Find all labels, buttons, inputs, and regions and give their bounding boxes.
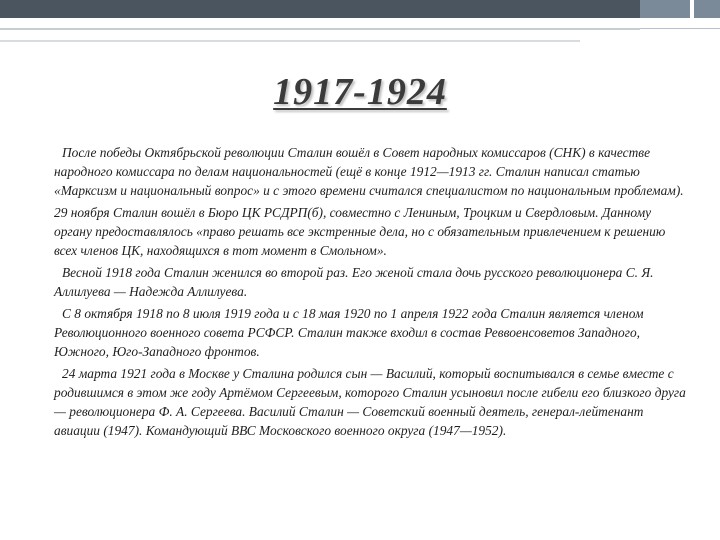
paragraph-4: С 8 октября 1918 по 8 июля 1919 года и с 18 мая 1920 по 1 апреля 1922 года Сталин является членом Революционного военного совета РСФСР. Сталин также входил в состав Реввоенсоветов Западного, Южного, Юго-Западного фронтов. [54,306,644,359]
decorative-line-short [0,40,580,42]
header-band-gap [690,0,694,18]
header-band-slate [640,0,720,18]
slide-body [54,143,690,443]
paragraph-3: Весной 1918 года Сталин женился во второй раз. Его женой стала дочь русского революционера С. Я. Аллилуева — Надежда Аллилуева. [54,265,654,299]
decorative-line-tail [640,28,720,29]
paragraph-1: После победы Октябрьской революции Сталин вошёл в Совет народных комиссаров (СНК) в качестве народного комиссара по делам национальностей (ещё в конце 1912—1913 гг. Сталин написал статью «Марксизм и национальный вопрос» и с этого времени считался специалистом по национальным проблемам). [54,145,684,198]
slide-title: 1917-1924 [273,71,447,113]
header-band [0,0,720,18]
paragraph-5: 24 марта 1921 года в Москве у Сталина родился сын — Василий, который воспитывался в семье вместе с родившимся в этом же году Артёмом Сергеевым, которого Сталин усыновил после гибели его близкого друга — революционера Ф. А. Сергеева. Василий Сталин — Советский военный деятель, генерал-лейтенант авиации (1947). Командующий ВВС Московского военного округа (1947—1952). [54,366,686,438]
paragraph-2: 29 ноября Сталин вошёл в Бюро ЦК РСДРП(б), совместно с Лениным, Троцким и Свердловым. Данному органу предоставлялось «право решать все экстренные дела, но с обязательным привлечением к решению всех членов ЦК, находящихся в тот момент в Смольном». [54,205,666,258]
decorative-line-long [0,28,640,30]
header-band-dark [0,0,640,18]
